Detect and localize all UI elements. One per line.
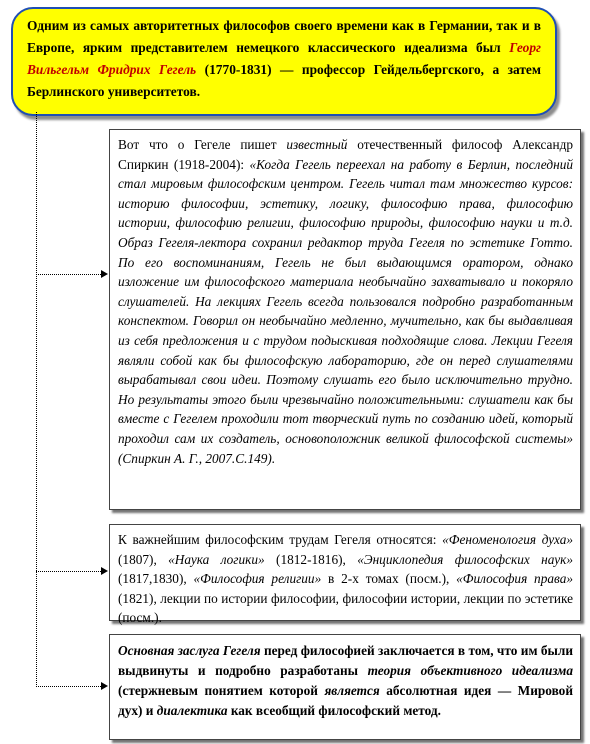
work-title-2: «Наука логики» bbox=[168, 551, 265, 567]
intro-text-end: (1770-1831) — профессор Гейдельбергского, а затем Берлинского университетов. bbox=[27, 62, 542, 99]
connector-line bbox=[36, 112, 37, 687]
merit-t2: (стержневым понятием которой bbox=[118, 683, 325, 698]
spirkin-quote-box bbox=[109, 129, 581, 510]
arrow-3-icon bbox=[101, 682, 108, 690]
merit-i2: теория объективного идеализма bbox=[367, 663, 573, 678]
quote-intro-2: известный bbox=[286, 137, 348, 152]
work-title-1: «Феноменология духа» bbox=[442, 532, 573, 547]
connector-branch-3 bbox=[36, 686, 105, 687]
merit-i4: диалектика bbox=[156, 703, 228, 718]
merit-i1: Основная заслуга Гегеля bbox=[118, 643, 261, 658]
connector-branch-2 bbox=[36, 571, 105, 572]
merit-text bbox=[118, 641, 573, 721]
work-title-4: «Философия религии» bbox=[193, 571, 322, 587]
works-t3: (1812-1816), bbox=[264, 551, 358, 567]
connector-branch-1 bbox=[36, 274, 105, 275]
quote-body: «Когда Гегель переехал на работу в Берлин, последний стал мировым философским центром. Гегель читал там множество курсов: историю философии, эстетику, логику, философию права, философию истории, философию религии, философию природы, философию науки и т.д. Образ Гегеля-лектора сохранил редактор труда Гегеля по эстетике Готто. По его воспоминаниям, Гегель не был выдающимся оратором, однако изложение им философского материала необычайно захватывало и покоряло слушателей. На лекциях Гегель всегда пользовался подробно разработанным конспектом. Говорил он необычайно медленно, мучительно, как бы выдавливая из себя предложения и с трудом подыскивая подходящие слова. Лекции Гегеля являли собой как бы философскую лабораторию, где он перед слушателями вырабатывал свои идеи. Поэтому слушать его было исключительно трудно. Но результаты этого были чрезвычайно положительными: слушатели как бы вместе с Гегелем проходили тот творческий путь по созданию идей, который проходил сам их создатель, основоположник великой философской системы» (Спиркин А. Г., 2007.С.149). bbox=[118, 156, 573, 466]
hegel-name: Георг Вильгельм Фридрих Гегель bbox=[27, 40, 541, 77]
quote-intro-1: Вот что о Гегеле пишет bbox=[118, 137, 287, 152]
quote-intro-3: отечественный философ Александр Спиркин (1918-2004): bbox=[118, 137, 573, 172]
work-title-5: «Философия права» bbox=[456, 571, 573, 587]
merit-t1: перед философией заключается в том, что им были выдвинуты и подробно разработаны bbox=[118, 643, 573, 678]
work-title-3: «Энциклопедия философских наук» bbox=[357, 551, 573, 567]
intro-text-start: Одним из самых авторитетных философов своего времени как в Германии, так и в Европе, ярким представителем немецкого классического идеализма был bbox=[27, 18, 541, 55]
works-text bbox=[118, 530, 573, 628]
works-t1: К важнейшим философским трудам Гегеля относятся: bbox=[118, 532, 443, 547]
spirkin-quote-text bbox=[118, 135, 573, 468]
merit-t3: абсолютная идея — Мировой дух) и bbox=[118, 683, 573, 718]
intro-text bbox=[27, 15, 541, 103]
intro-callout bbox=[11, 7, 557, 116]
works-t5: в 2-х томах (посм.), bbox=[321, 571, 457, 587]
arrow-2-icon bbox=[101, 567, 108, 575]
works-t6: (1821), лекции по истории философии, философии истории, лекции по эстетике (посм.). bbox=[118, 590, 573, 626]
works-t4: (1817,1830), bbox=[118, 571, 194, 587]
works-box bbox=[109, 524, 581, 626]
works-t2: (1807), bbox=[118, 551, 169, 567]
arrow-1-icon bbox=[101, 270, 108, 278]
merit-box bbox=[109, 634, 581, 740]
merit-t4: как всеобщий философский метод. bbox=[227, 703, 441, 718]
merit-i3: является bbox=[324, 683, 380, 698]
